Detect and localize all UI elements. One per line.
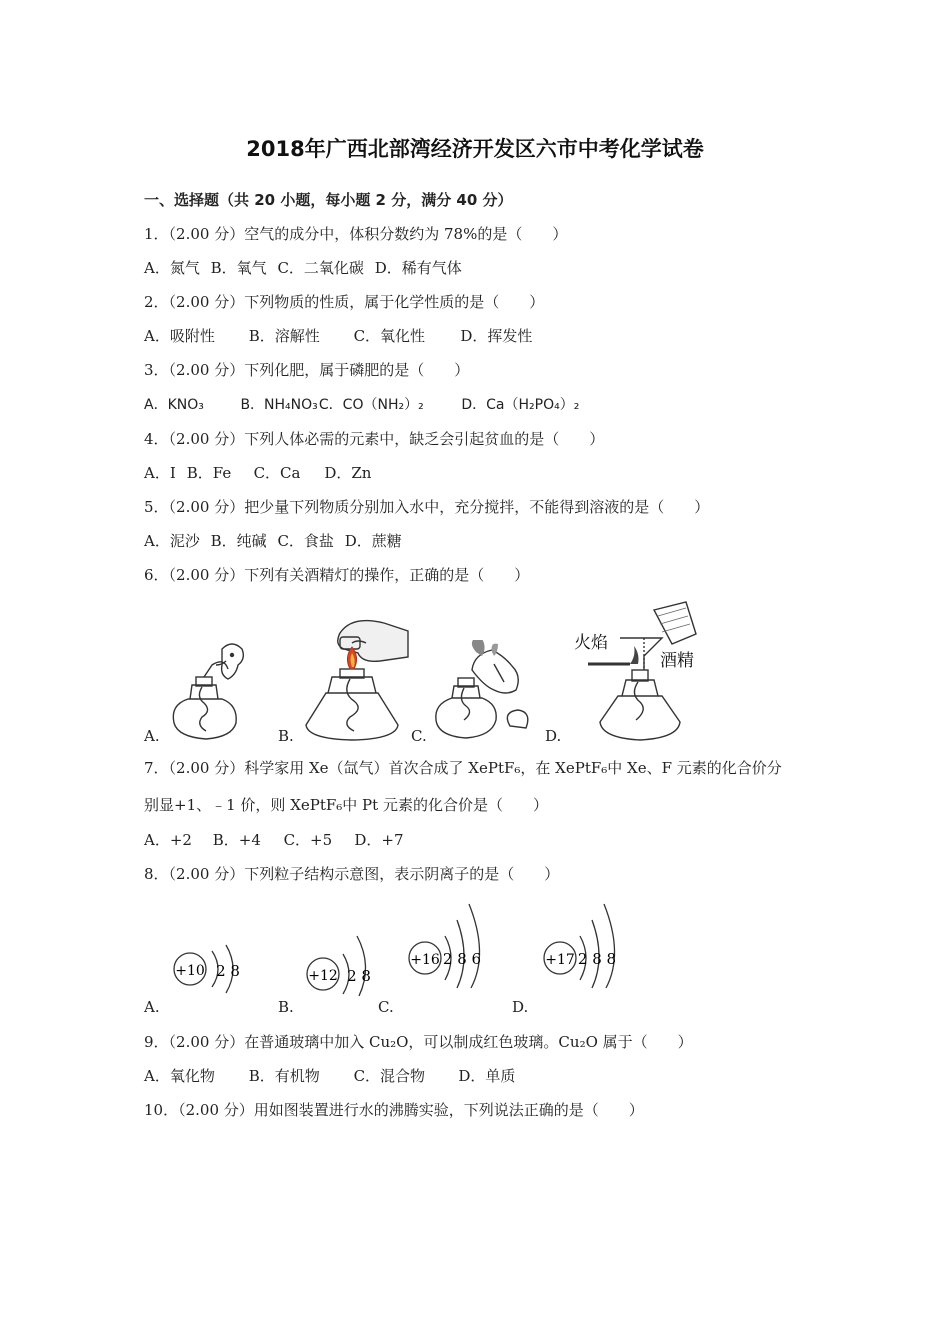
question-4: 4．（2.00 分）下列人体必需的元素中，缺乏会引起贫血的是（ ） [144,430,605,448]
option-c[interactable]: C．+5 [283,831,333,849]
question-2-options [144,326,538,346]
option-a[interactable]: A．泥沙 [144,532,200,550]
option-d[interactable]: D．+7 [354,831,404,849]
lamp-figure-d [574,598,702,743]
exam-title: 2018年广西北部湾经济开发区六市中考化学试卷 [246,137,704,161]
option-d[interactable]: D．挥发性 [460,327,533,345]
question-6: 6．（2.00 分）下列有关酒精灯的操作，正确的是（ ） [144,566,530,584]
q8-label-b[interactable]: B. [278,998,294,1016]
q6-label-d[interactable]: D. [545,727,562,745]
question-1-options [144,258,468,278]
q6-label-b[interactable]: B. [278,727,294,745]
option-c[interactable]: C．氧化性 [353,327,426,345]
flame-label: 火焰 [574,633,608,653]
option-d[interactable]: D．稀有气体 [374,259,462,277]
option-c[interactable]: C．食盐 [277,532,334,550]
section-heading: 一、选择题（共 20 小题，每小题 2 分，满分 40 分） [144,191,513,209]
alcohol-label: 酒精 [660,651,694,671]
question-8: 8．（2.00 分）下列粒子结构示意图，表示阴离子的是（ ） [144,865,560,883]
atom-diagram-d [540,900,630,990]
lamp-figure-a [166,635,258,743]
q8-label-c[interactable]: C. [378,998,394,1016]
q6-label-c[interactable]: C. [411,727,427,745]
question-10: 10．（2.00 分）用如图装置进行水的沸腾实验，下列说法正确的是（ ） [144,1101,644,1119]
shell-electrons: 2 8 8 [577,950,617,968]
option-b[interactable]: B．有机物 [248,1067,320,1085]
option-b[interactable]: B．氧气 [210,259,267,277]
question-7-line-1: 7．（2.00 分）科学家用 Xe（氙气）首次合成了 XePtF₆，在 XePtF₆中 Xe、F 元素的化合价分 [144,759,782,777]
option-a[interactable]: A．氮气 [144,259,200,277]
option-b[interactable]: B．纯碱 [210,532,267,550]
option-b[interactable]: B．溶解性 [248,327,320,345]
option-a[interactable]: A．+2 [144,831,192,849]
q8-label-a[interactable]: A. [144,998,160,1016]
option-d[interactable]: D．Zn [324,464,372,482]
question-2: 2．（2.00 分）下列物质的性质，属于化学性质的是（ ） [144,293,545,311]
question-9: 9．（2.00 分）在普通玻璃中加入 Cu₂O，可以制成红色玻璃。Cu₂O 属于（ ） [144,1033,693,1051]
nucleus-label: +16 [410,952,440,968]
question-5: 5．（2.00 分）把少量下列物质分别加入水中，充分搅拌，不能得到溶液的是（ ） [144,498,710,516]
atom-diagram-b [303,930,381,998]
option-d[interactable]: D．蔗糖 [344,532,402,550]
option-a[interactable]: A．I [144,464,176,482]
question-5-options [144,531,408,551]
q6-label-a[interactable]: A. [144,727,160,745]
question-7-options [144,830,409,850]
shell-electrons: 2 8 [347,967,371,985]
option-a[interactable]: A．氧化物 [144,1067,215,1085]
nucleus-label: +17 [545,952,575,968]
lamp-figure-b [300,613,410,743]
option-a[interactable]: A．KNO₃ [144,397,204,413]
question-7-line-2: 别显+1、﹣1 价，则 XePtF₆中 Pt 元素的化合价是（ ） [144,796,548,814]
option-a[interactable]: A．吸附性 [144,327,215,345]
question-3-options [144,395,585,415]
option-c[interactable]: C．Ca [253,464,301,482]
question-9-options [144,1066,521,1086]
shell-electrons: 2 8 [216,962,240,980]
question-4-options [144,463,377,483]
nucleus-label: +12 [308,968,338,984]
option-d[interactable]: D．单质 [458,1067,516,1085]
option-b[interactable]: B．+4 [212,831,261,849]
atom-diagram-a [170,925,250,995]
question-1: 1．（2.00 分）空气的成分中，体积分数约为 78%的是（ ） [144,225,568,243]
question-3: 3．（2.00 分）下列化肥，属于磷肥的是（ ） [144,361,470,379]
option-c[interactable]: C．混合物 [353,1067,426,1085]
option-c[interactable]: C．CO（NH₂）₂ [318,397,424,413]
lamp-figure-c [432,640,534,743]
option-c[interactable]: C．二氧化碳 [277,259,364,277]
option-b[interactable]: B．NH₄NO₃ [240,397,318,413]
nucleus-label: +10 [175,963,205,979]
q8-label-d[interactable]: D. [512,998,529,1016]
option-b[interactable]: B．Fe [186,464,232,482]
atom-diagram-c [405,900,495,990]
shell-electrons: 2 8 6 [442,950,482,968]
option-d[interactable]: D．Ca（H₂PO₄）₂ [461,397,580,413]
